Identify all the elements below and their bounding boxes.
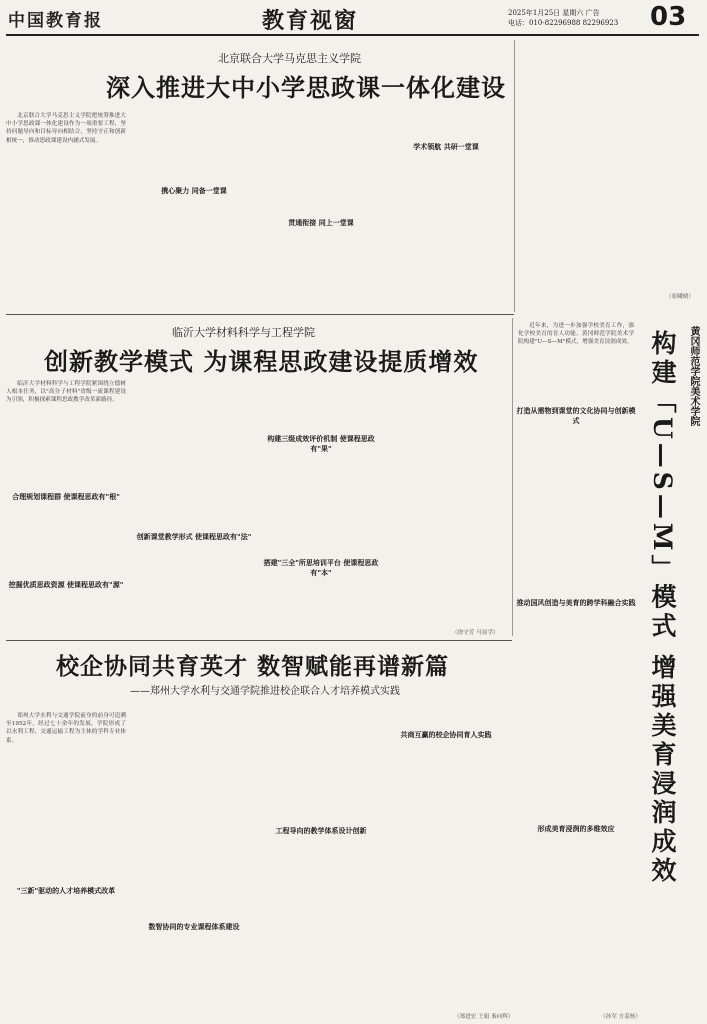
article4-col-1 (6, 712, 126, 882)
article4-subhead-4: 共商互赢的校企协同育人实践 (400, 731, 492, 739)
article1-subhead-1: 携心聚力 同备一堂课 (161, 187, 227, 195)
article2-subhead-1: 合理规划课程群 使课程思政有"根" (12, 493, 120, 501)
article4-subhead-1: "三新"驱动的人才培养模式改革 (16, 887, 116, 895)
article1-col-right (520, 40, 700, 288)
article3-subhead-2: 推动国风创造与美育的跨学科融合实践 (516, 599, 636, 607)
article1-subhead-3: 学术领航 共研一堂课 (413, 143, 479, 151)
article1-subhead-2: 贯通衔接 同上一堂课 (288, 219, 354, 227)
article1-divider (514, 40, 515, 312)
hotline: 电话：010-82296988 82296923 (508, 19, 619, 27)
article1-kicker: 北京联合大学马克思主义学院 (218, 52, 361, 65)
article4-headline: 校企协同共育英才 数智赋能再谱新篇 (56, 653, 450, 680)
article2-subhead-3: 挖掘优质思政资源 使课程思政有"源" (8, 581, 124, 589)
article1-headline: 深入推进大中小学思政课一体化建设 (106, 73, 506, 102)
article4-subhead-3: 工程导向的教学体系设计创新 (275, 827, 367, 835)
masthead-rule (6, 34, 699, 36)
article2-divider (512, 318, 513, 636)
section-title: 教育视窗 (262, 8, 359, 34)
newspaper-logo: 中国教育报 (8, 11, 103, 31)
article2-subhead-5: 搭建"三全"所思培训平台 使课程思政有"本" (263, 559, 379, 577)
article3-byline: （孙军 方姜杨） (600, 1014, 641, 1020)
section-rule-2 (6, 640, 512, 641)
issue-info (508, 8, 648, 28)
article2-headline: 创新教学模式 为课程思政建设提质增效 (44, 347, 479, 376)
article2-subhead-2: 创新课堂教学形式 使课程思政有"法" (136, 533, 252, 541)
article1-intro: 北京联合大学马克思主义学院把统筹推进大中小学思政课一体化建设作为一项重要工程，坚持问题导向和目标导向相结合，坚持守正和创新相统一，推动思政课建设内涵式发展。 (6, 113, 126, 144)
article2-subhead-4: 构建三级成效评价机制 使课程思政有"果" (267, 435, 375, 453)
article1-col-1 (6, 112, 126, 312)
article2-intro: 临沂大学材料科学与工程学院紧围绕立德树人根本任务，以"高分子材料"省级一流课程建设为引领，积极探索课程思政教学改革新路径。 (6, 381, 126, 404)
section-rule-1 (6, 314, 514, 315)
article2-col-1 (6, 380, 126, 490)
article3-headline: 构建「U—S—M」模式 增强美育浸润成效 (648, 330, 677, 887)
article2-kicker: 临沂大学材料科学与工程学院 (172, 326, 315, 339)
article3-subhead-1: 打造从需物到课堂的文化协同与创新模式 (516, 407, 636, 425)
article4-subhead-2: 数智协同的专业课程体系建设 (148, 923, 240, 931)
page-number: 03 (650, 2, 687, 32)
article2-byline: （徐守芳 马显学） (452, 630, 499, 636)
article4-intro: 郑州大学水利与交通学院前身的前身可追溯至1952年，经过七十余年的发展，学院形成了以水利工程、交通运输工程为主体的学科专业体系。 (6, 713, 126, 744)
article3-intro: 近年来，为进一步加强学校美育工作，强化学校美育的育人功能，黄冈师范学院美术学院构建"U—S—M"模式，增强美育浸润成效。 (518, 323, 634, 346)
article4-byline: （郑进宏 王娟 秦向辉） (454, 1014, 514, 1020)
article4-subtitle: ——郑州大学水利与交通学院推进校企联合人才培养模式实践 (130, 686, 400, 697)
article1-byline: （崔曦晴） (666, 294, 694, 300)
article3-kicker: 黄冈师范学院美术学院 (688, 326, 699, 426)
article3-subhead-3: 形成美育浸润的多维效应 (537, 825, 615, 833)
date-line: 2025年1月25日 星期六 广告 (508, 9, 600, 17)
